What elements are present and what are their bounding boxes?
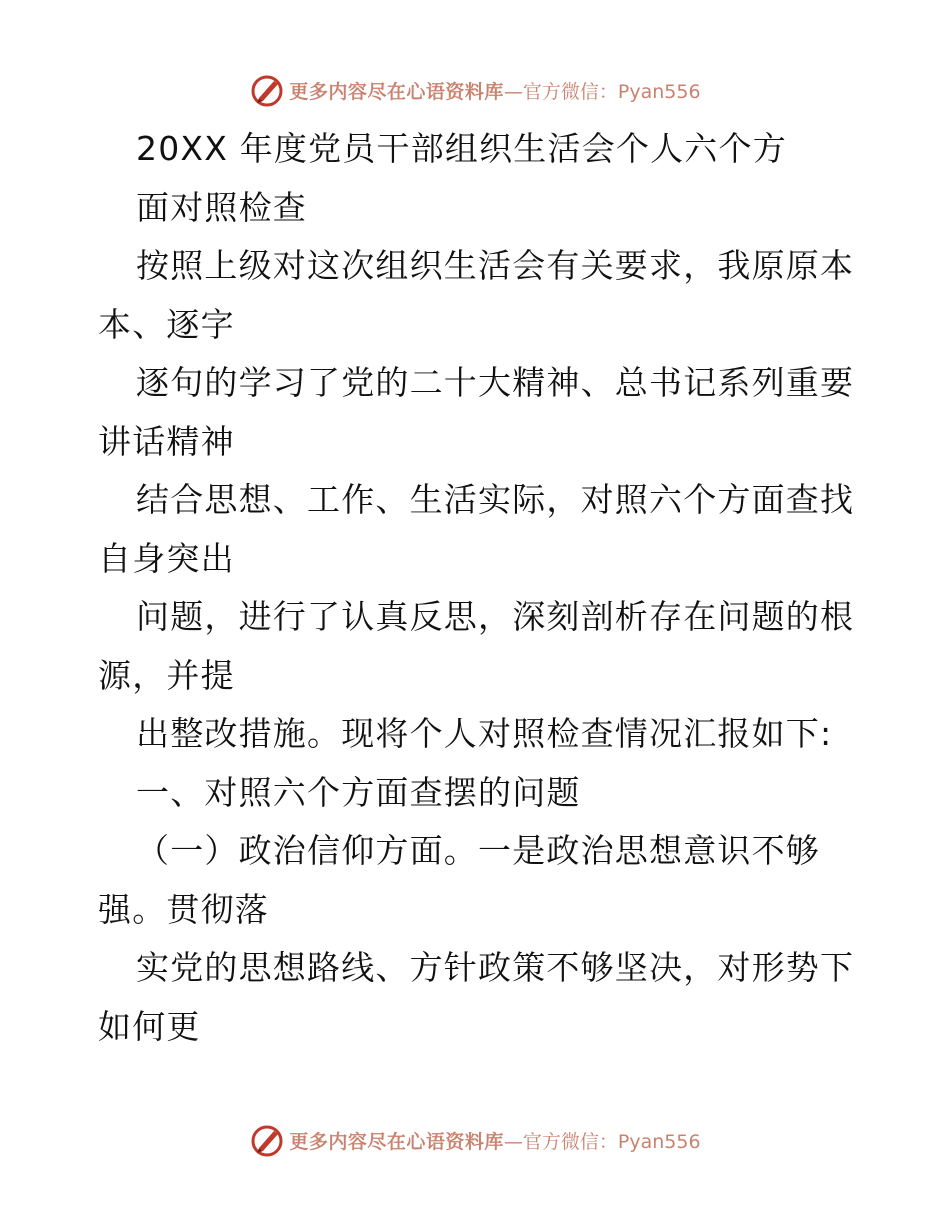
paragraph-line: 实党的思想路线、方针政策不够坚决，对形势下 (136, 948, 855, 987)
paragraph-line: 源，并提 (98, 655, 235, 695)
title-line-2: 面对照检查 (136, 187, 307, 227)
paragraph-line: 出整改措施。现将个人对照检查情况汇报如下: (136, 714, 833, 753)
watermark-brand: 更多内容尽在心语资料库 (289, 1130, 504, 1153)
red-pen-logo-icon (249, 1122, 285, 1158)
paragraph-line: 自身突出 (98, 538, 235, 578)
document-body (98, 120, 878, 1056)
red-pen-logo-icon (249, 72, 285, 108)
header-watermark (0, 70, 950, 110)
watermark-contact: —官方微信：Pyan556 (503, 80, 701, 103)
paragraph-line: 本、逐字 (98, 304, 235, 344)
section-heading: 一、对照六个方面查摆的问题 (136, 772, 581, 812)
paragraph-line: 如何更 (98, 1006, 201, 1046)
paragraph-line: 按照上级对这次组织生活会有关要求，我原原本 (136, 246, 855, 285)
title-line-1: 20XX 年度党员干部组织生活会个人六个方 (136, 129, 787, 168)
paragraph-line: 逐句的学习了党的二十大精神、总书记系列重要 (136, 363, 855, 402)
paragraph-line: 讲话精神 (98, 421, 235, 461)
footer-watermark (0, 1120, 950, 1160)
watermark-contact: —官方微信：Pyan556 (503, 1130, 701, 1153)
paragraph-line: 结合思想、工作、生活实际，对照六个方面查找 (136, 480, 855, 519)
paragraph-line: 问题，进行了认真反思，深刻剖析存在问题的根 (136, 597, 855, 636)
watermark-brand: 更多内容尽在心语资料库 (289, 80, 504, 103)
subsection-line: （一）政治信仰方面。一是政治思想意识不够 (136, 831, 820, 870)
paragraph-line: 强。贯彻落 (98, 889, 269, 929)
